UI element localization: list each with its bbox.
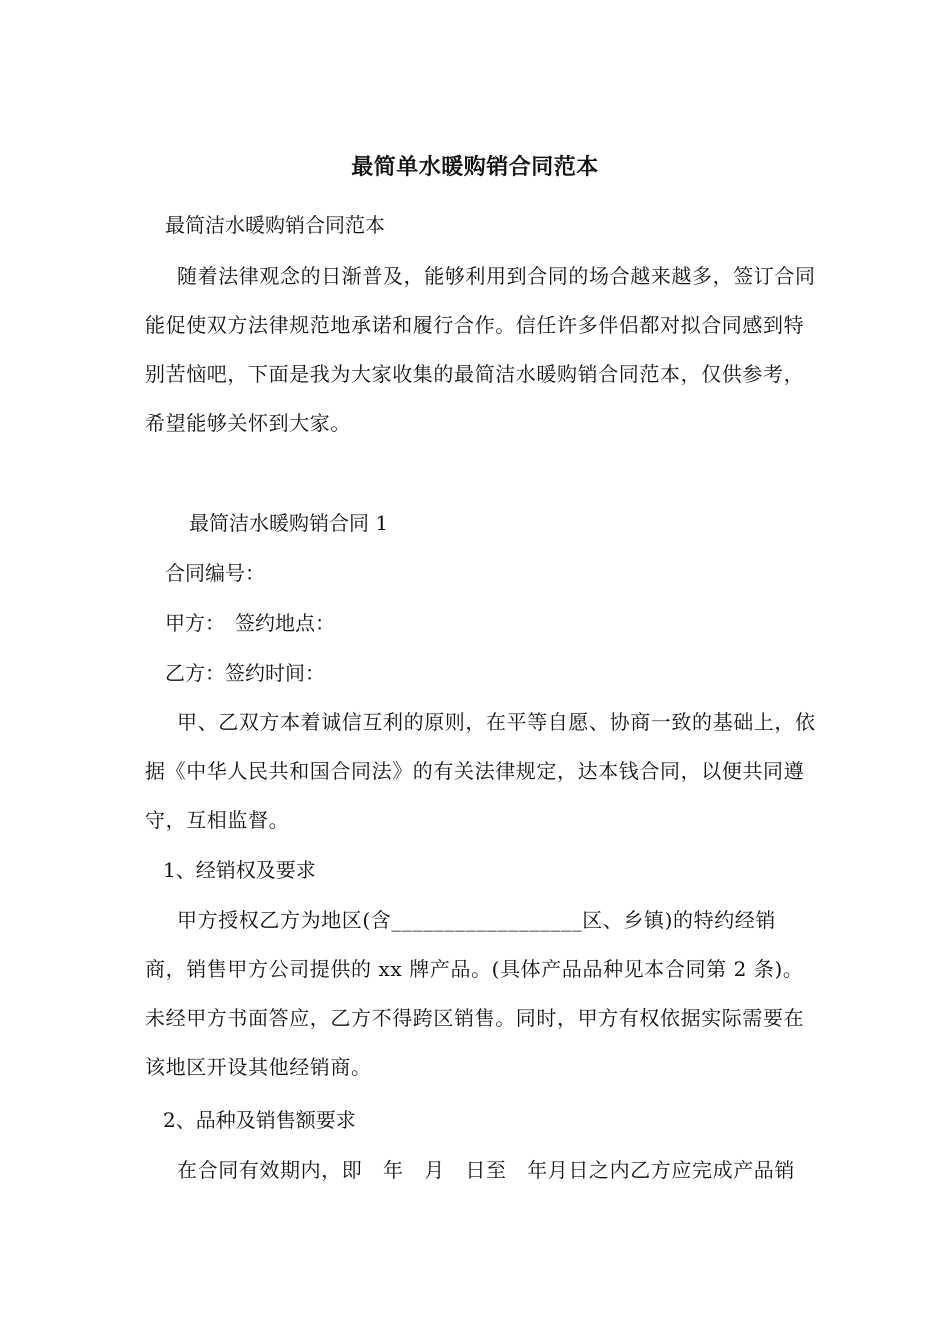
contract-heading: 最简洁水暖购销合同 1 xyxy=(189,511,389,535)
party-b-line: 乙方：签约时间： xyxy=(165,661,325,685)
contract-number-label: 合同编号： xyxy=(165,561,265,585)
preamble-paragraph xyxy=(145,698,817,845)
preamble-text: 甲、乙双方本着诚信互利的原则，在平等自愿、协商一致的基础上，依据《中华人民共和国合同法》的有关法律规定，达本钱合同，以便共同遵守，互相监督。 xyxy=(145,710,816,832)
section-1-title: 1、经销权及要求 xyxy=(163,858,316,882)
intro-paragraph xyxy=(145,252,817,448)
section-1-text: 甲方授权乙方为地区(含__________________区、乡镇)的特约经销商，销售甲方公司提供的 xx 牌产品。(具体产品品种见本合同第 2 条)。未经甲方书面答应，乙方不得跨区销售。同时，甲方有权依据实际需要在该地区开设其他经销商。 xyxy=(145,908,805,1079)
section-2-text: 在合同有效期内，即 年 月 日至 年月日之内乙方应完成产品销 xyxy=(177,1158,795,1182)
intro-text: 随着法律观念的日渐普及，能够利用到合同的场合越来越多，签订合同能促使双方法律规范地承诺和履行合作。信任许多伴侣都对拟合同感到特别苦恼吧，下面是我为大家收集的最简洁水暖购销合同范本，仅供参考，希望能够关怀到大家。 xyxy=(145,264,816,435)
party-a-line: 甲方： 签约地点： xyxy=(165,611,335,635)
section-2-paragraph xyxy=(145,1146,817,1195)
document-subtitle: 最简洁水暖购销合同范本 xyxy=(165,213,385,237)
document-title: 最简单水暖购销合同范本 xyxy=(351,155,599,180)
section-2-title: 2、品种及销售额要求 xyxy=(163,1108,356,1132)
section-1-paragraph xyxy=(145,896,817,1092)
